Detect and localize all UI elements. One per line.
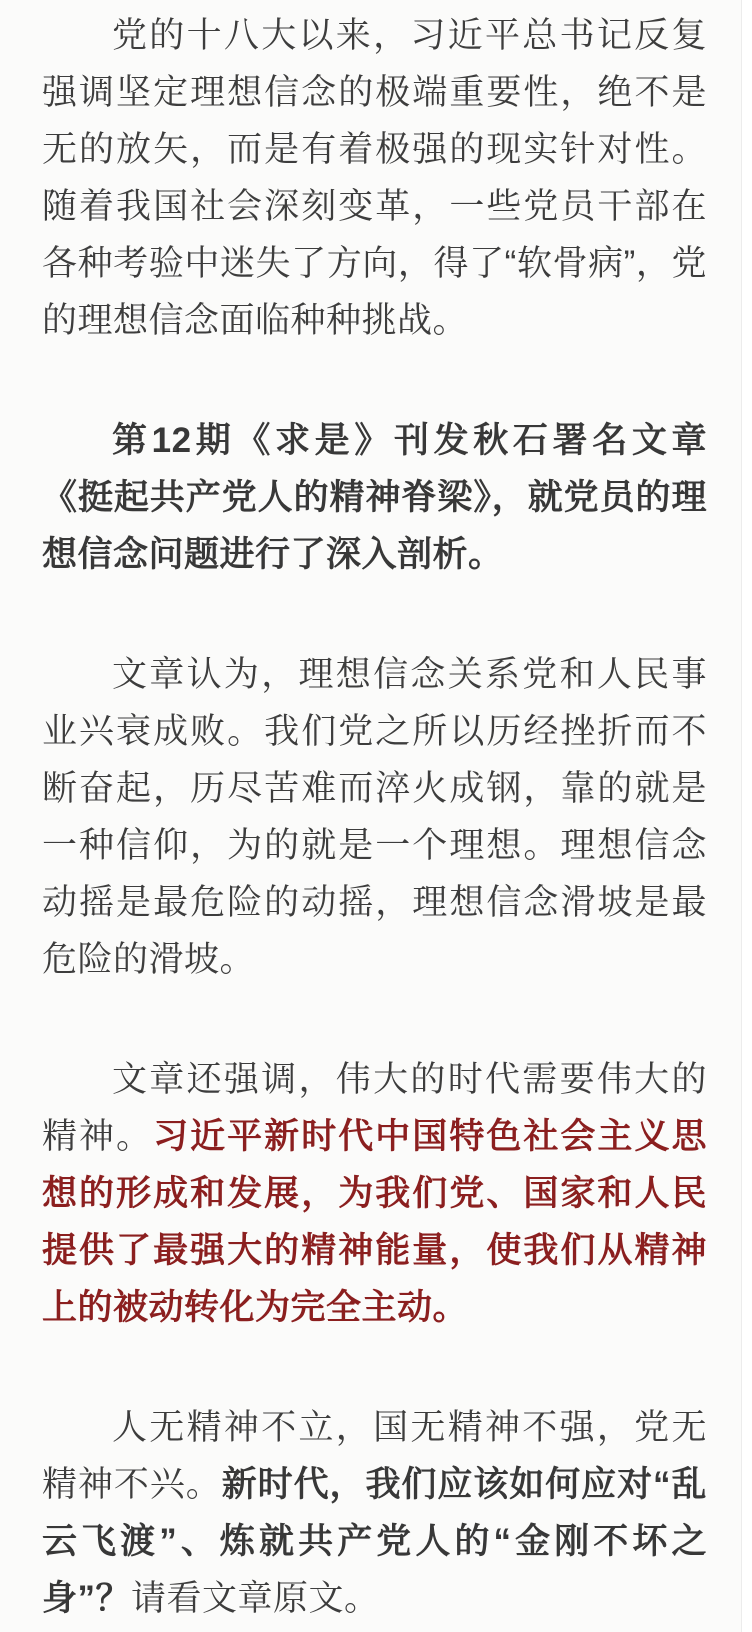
paragraph-article-emphasis bbox=[42, 1051, 707, 1336]
text-segment: 文章还强调，伟大的时代需要伟大的精神。 bbox=[42, 1060, 707, 1156]
text-segment: 第12期《求是》刊发秋石署名文章《挺起共产党人的精神脊梁》，就党员的理想信念问题进行了深入剖析。 bbox=[42, 421, 707, 574]
paragraph-closing bbox=[42, 1399, 707, 1627]
text-segment-emphasized: 新时代，我们应该如何应对“乱云飞渡”、炼就共产党人的“金刚不坏之身”？ bbox=[42, 1465, 707, 1618]
text-segment: 文章认为，理想信念关系党和人民事业兴衰成败。我们党之所以历经挫折而不断奋起，历尽苦难而淬火成钢，靠的就是一种信仰，为的就是一个理想。理想信念动摇是最危险的动摇，理想信念滑坡是最危险的滑坡。 bbox=[42, 655, 707, 979]
paragraph-qiushi-article-intro bbox=[42, 412, 707, 583]
paragraph-background bbox=[42, 7, 707, 349]
paragraph-article-viewpoint bbox=[42, 646, 707, 988]
text-segment-highlighted-red: 习近平新时代中国特色社会主义思想的形成和发展，为我们党、国家和人民提供了最强大的精神能量，使我们从精神上的被动转化为完全主动。 bbox=[42, 1117, 707, 1327]
right-edge-strip bbox=[741, 0, 752, 1632]
text-segment: 请看文章原文。 bbox=[131, 1579, 380, 1618]
text-segment: 党的十八大以来，习近平总书记反复强调坚定理想信念的极端重要性，绝不是无的放矢，而是有着极强的现实针对性。随着我国社会深刻变革，一些党员干部在各种考验中迷失了方向，得了“软骨病”，党的理想信念面临种种挑战。 bbox=[42, 16, 707, 340]
text-segment: 人无精神不立，国无精神不强，党无精神不兴。 bbox=[42, 1408, 707, 1504]
